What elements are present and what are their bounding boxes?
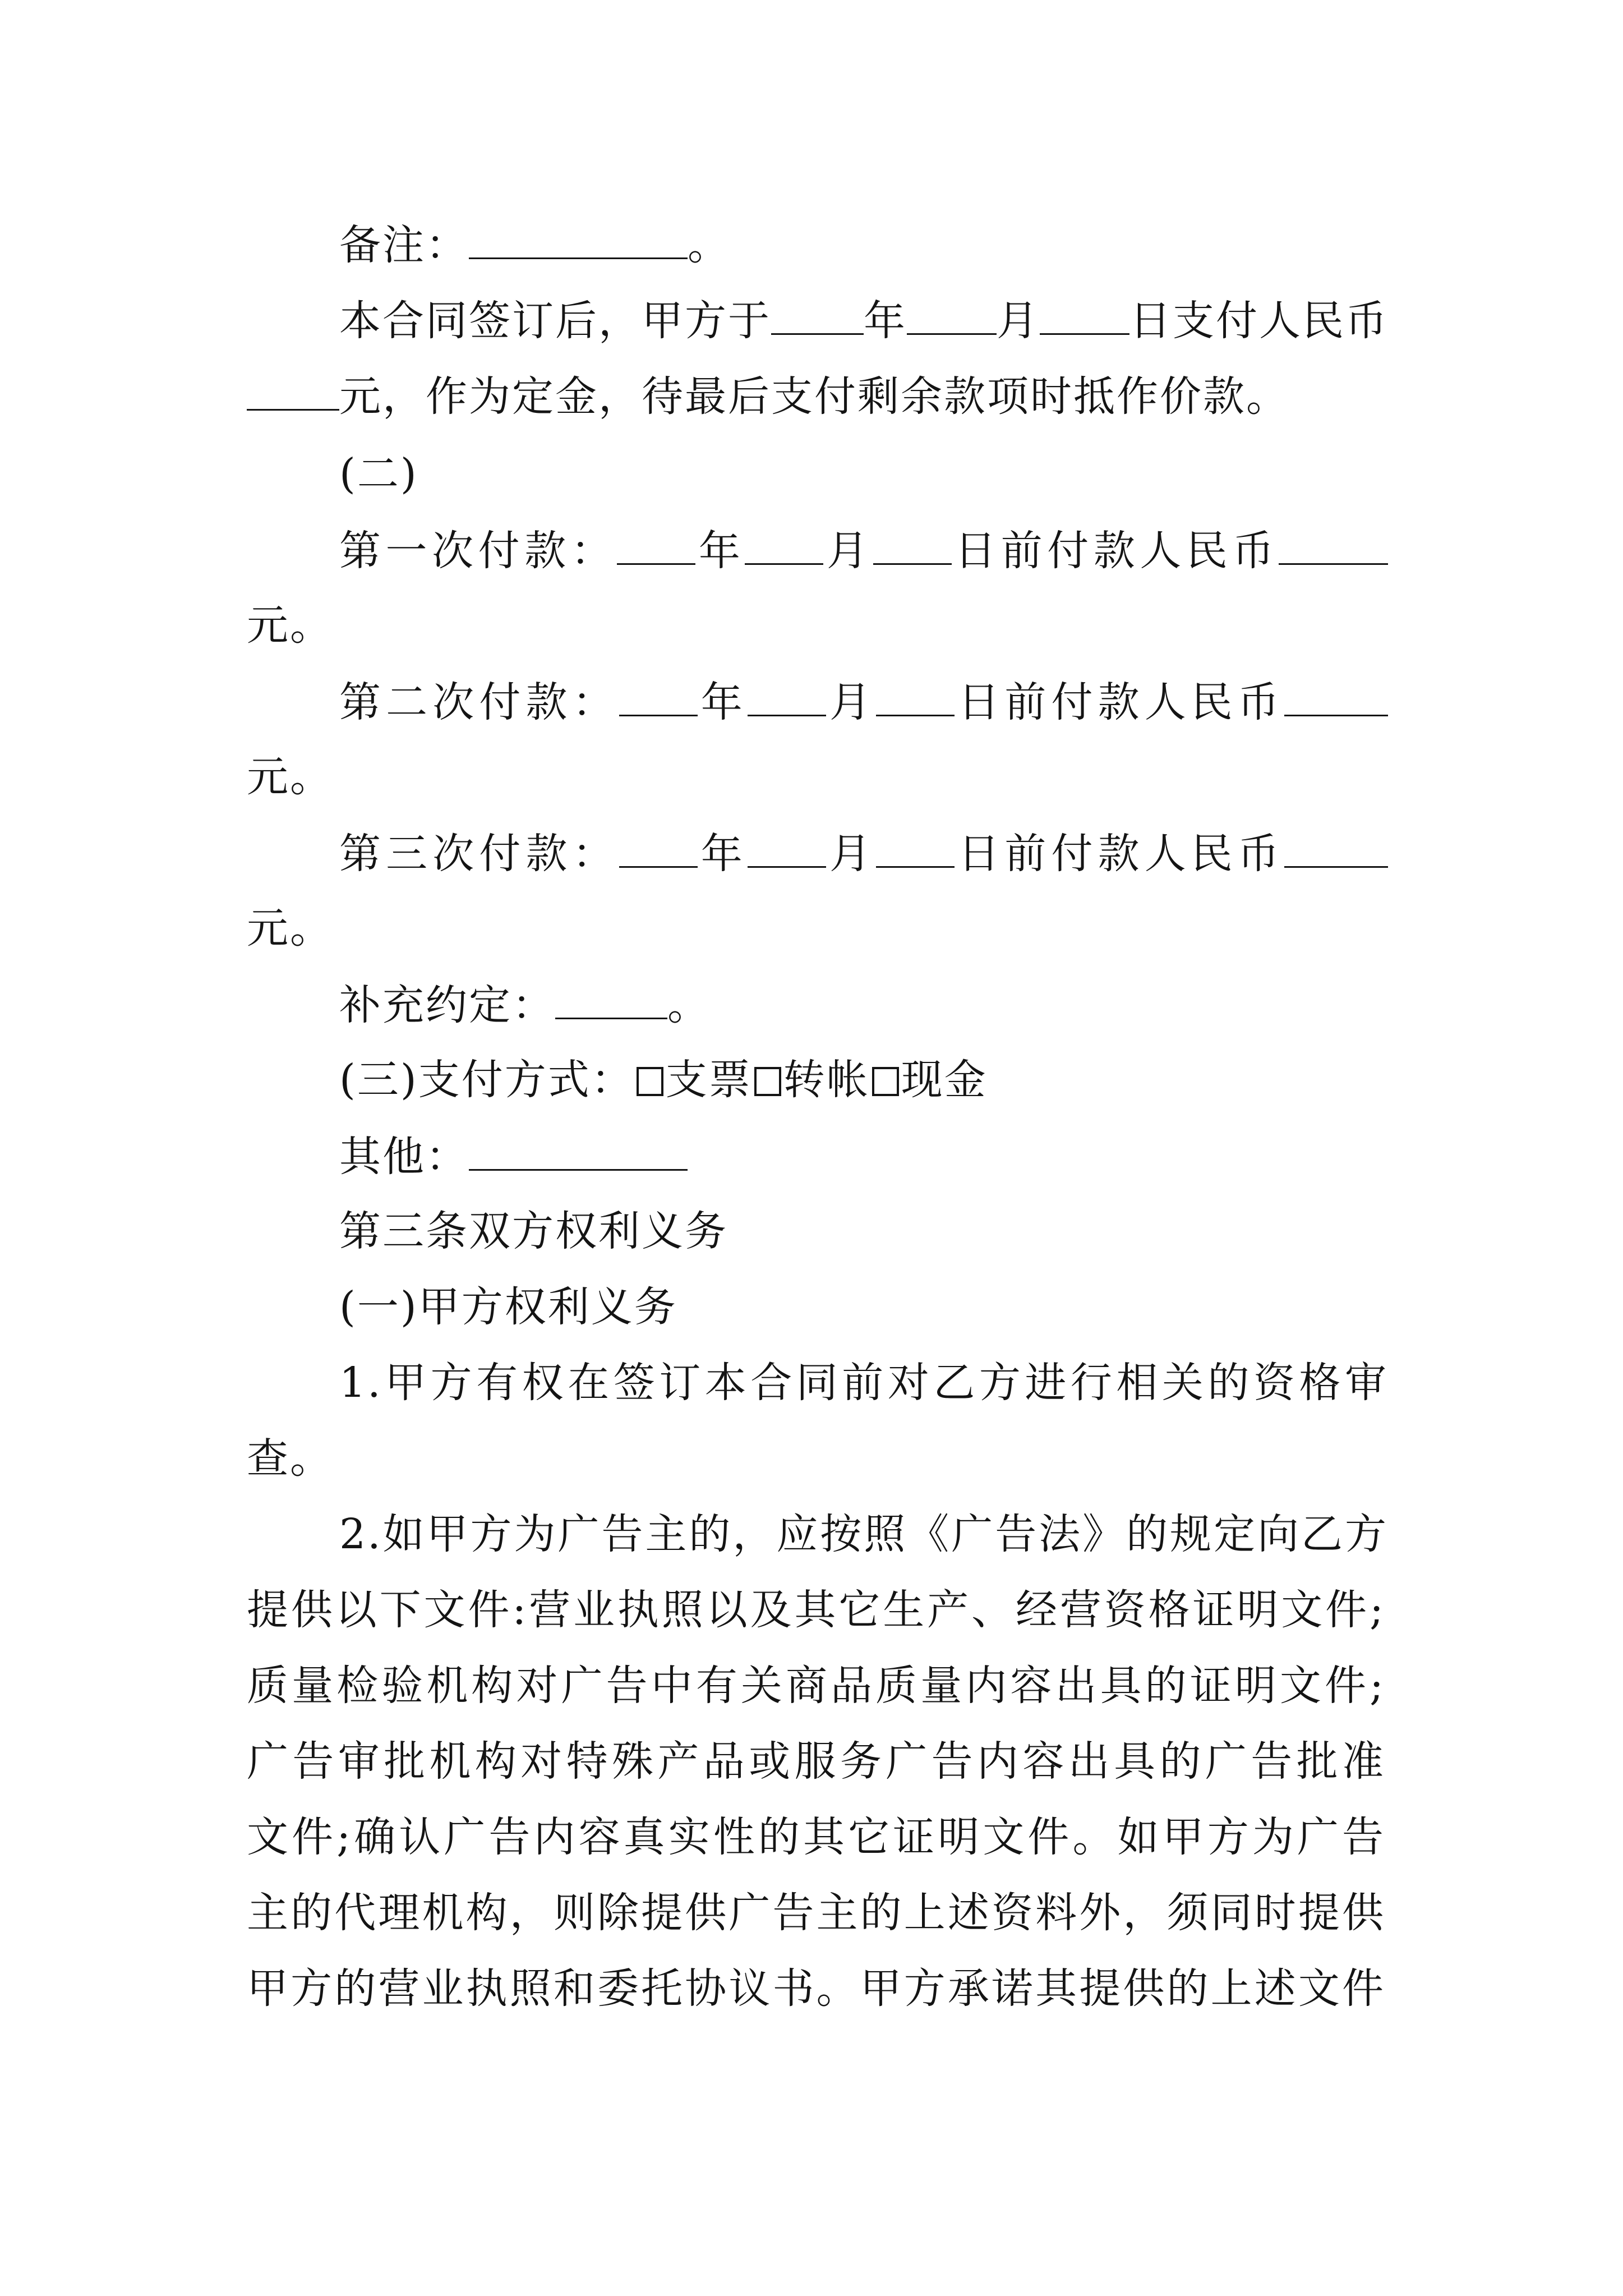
- item-1-line-2: 查。: [247, 1434, 333, 1483]
- payment-2-month-label: 月: [826, 678, 877, 726]
- deposit-text-1: 本合同签订后，甲方于: [339, 297, 771, 345]
- payment-3-amount-blank: [1284, 825, 1388, 868]
- payment-3-month-label: 月: [826, 830, 877, 878]
- payment-1-amount-blank: [1279, 522, 1388, 565]
- supplement-blank: [555, 976, 667, 1019]
- deposit-day-blank: [1040, 292, 1129, 335]
- remark-blank: [469, 216, 688, 259]
- cash-checkbox[interactable]: [872, 1067, 899, 1096]
- item-2-line-2: 提供以下文件:营业执照以及其它生产、经营资格证明文件;: [247, 1586, 1385, 1634]
- section-2-heading: (二): [339, 450, 418, 498]
- payment-1-year-label: 年: [695, 527, 745, 575]
- payment-3-day-blank: [876, 825, 955, 868]
- item-1-line-1: 1.甲方有权在签订本合同前对乙方进行相关的资格审: [339, 1359, 1388, 1407]
- payment-3-label: 第三次付款：: [339, 830, 619, 878]
- supplement-end: 。: [667, 981, 711, 1029]
- item-2-line-6: 主的代理机构，则除提供广告主的上述资料外，须同时提供: [247, 1889, 1385, 1937]
- item-2-line-4: 广告审批机构对特殊产品或服务广告内容出具的广告批准: [247, 1737, 1385, 1786]
- supplement-line: [339, 976, 1388, 1032]
- remark-label: 备注：: [339, 221, 469, 269]
- payment-2-suffix: 日前付款人民币: [955, 678, 1285, 726]
- payment-3-yuan: 元。: [247, 904, 333, 953]
- payment-2-label: 第二次付款：: [339, 678, 619, 726]
- payment-1-day-blank: [873, 522, 952, 565]
- payment-2-year-label: 年: [697, 678, 748, 726]
- payment-1-label: 第一次付款：: [339, 527, 617, 575]
- payment-3-year-label: 年: [697, 830, 748, 878]
- other-line: [339, 1128, 1388, 1184]
- deposit-text-3: 元，作为定金，待最后支付剩余款项时抵作价款。: [339, 372, 1289, 421]
- transfer-label: 转帐: [783, 1056, 870, 1104]
- payment-2-year-blank: [619, 673, 698, 716]
- deposit-text-2: 日支付人民币: [1129, 297, 1389, 345]
- item-2-line-1: 2.如甲方为广告主的，应按照《广告法》的规定向乙方: [339, 1510, 1388, 1558]
- other-blank: [469, 1128, 688, 1171]
- cheque-label: 支票: [665, 1056, 752, 1104]
- payment-3-suffix: 日前付款人民币: [955, 830, 1285, 878]
- party-a-heading: (一)甲方权利义务: [339, 1283, 677, 1331]
- deposit-month-blank: [907, 292, 997, 335]
- payment-method-line: [339, 1052, 1388, 1108]
- payment-3-month-blank: [748, 825, 826, 868]
- deposit-amount-blank: [247, 367, 339, 411]
- deposit-year-blank: [771, 292, 864, 335]
- item-2-line-5: 文件;确认广告内容真实性的其它证明文件。如甲方为广告: [247, 1813, 1385, 1861]
- deposit-month-label: 月: [997, 297, 1040, 345]
- payment-2-month-blank: [748, 673, 826, 716]
- cash-label: 现金: [901, 1056, 988, 1104]
- payment-1-suffix: 日前付款人民币: [951, 527, 1279, 575]
- remark-line: [339, 216, 1388, 272]
- remark-end: 。: [688, 221, 731, 269]
- payment-method-label: (三)支付方式：: [339, 1056, 634, 1104]
- supplement-label: 补充约定：: [339, 981, 555, 1029]
- item-2-line-3: 质量检验机构对广告中有关商品质量内容出具的证明文件;: [247, 1662, 1385, 1710]
- transfer-checkbox[interactable]: [754, 1067, 781, 1096]
- article-3-heading: 第三条双方权利义务: [339, 1207, 728, 1255]
- deposit-line-2: [247, 367, 1385, 424]
- payment-1-line: [339, 522, 1388, 578]
- payment-2-yuan: 元。: [247, 753, 333, 801]
- other-label: 其他：: [339, 1133, 469, 1181]
- item-2-line-7: 甲方的营业执照和委托协议书。甲方承诺其提供的上述文件: [247, 1964, 1385, 2013]
- payment-3-year-blank: [619, 825, 698, 868]
- payment-2-line: [339, 673, 1388, 729]
- payment-2-amount-blank: [1284, 673, 1388, 716]
- payment-1-yuan: 元。: [247, 601, 333, 650]
- payment-2-day-blank: [876, 673, 955, 716]
- payment-1-month-blank: [745, 522, 823, 565]
- payment-1-year-blank: [617, 522, 695, 565]
- deposit-year-label: 年: [864, 297, 907, 345]
- payment-3-line: [339, 825, 1388, 881]
- cheque-checkbox[interactable]: [637, 1067, 663, 1096]
- payment-1-month-label: 月: [823, 527, 873, 575]
- deposit-line-1: [339, 292, 1388, 348]
